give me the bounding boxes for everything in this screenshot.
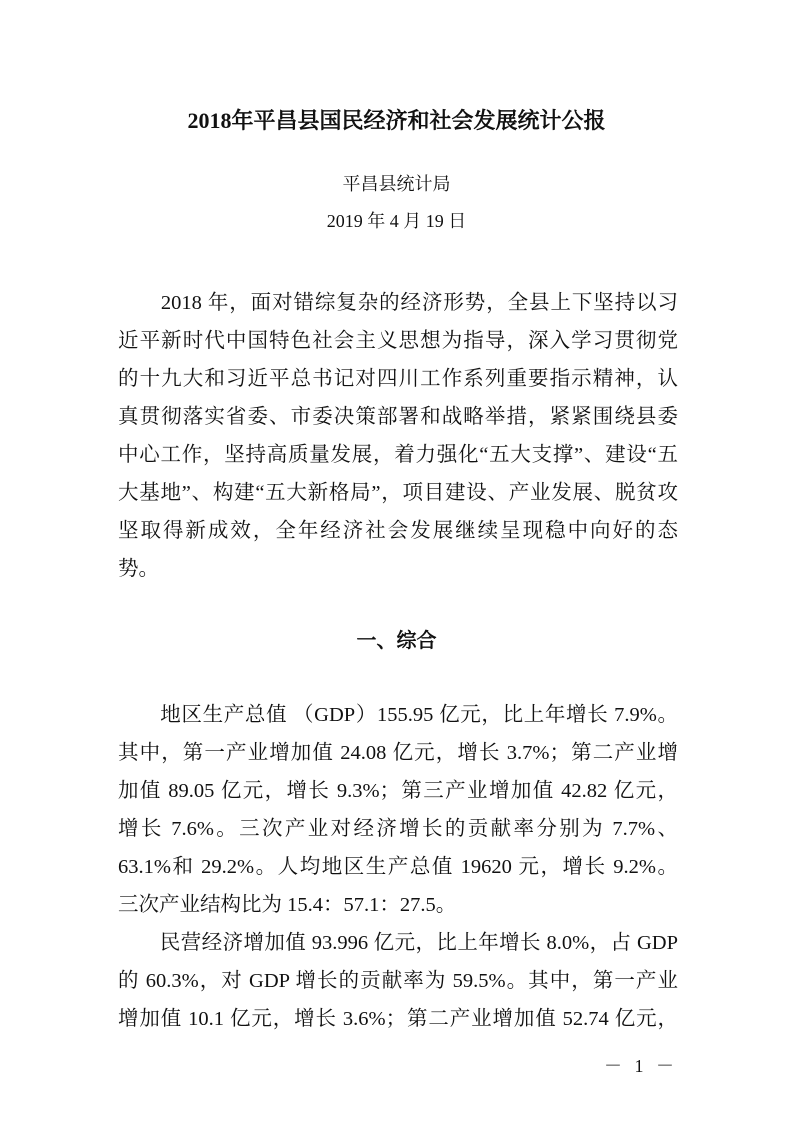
text-line: 加值 89.05 亿元，增长 9.3%；第三产业增加值 42.82 亿元，	[118, 780, 678, 802]
text-line: 真贯彻落实省委、市委决策部署和战略举措，紧紧围绕县委	[118, 406, 678, 428]
text-line: 坚取得新成效，全年经济社会发展继续呈现稳中向好的态	[118, 520, 678, 542]
document-author: 平昌县统计局	[342, 174, 451, 194]
intro-paragraph	[118, 284, 678, 588]
text-line: 63.1%和 29.2%。人均地区生产总值 19620 元，增长 9.2%。	[118, 856, 678, 878]
private-economy-paragraph	[118, 924, 678, 1038]
section-heading: 一、综合	[356, 630, 437, 652]
gdp-paragraph	[118, 696, 678, 924]
text-line: 的十九大和习近平总书记对四川工作系列重要指示精神，认	[118, 368, 678, 390]
text-line: 近平新时代中国特色社会主义思想为指导，深入学习贯彻党	[118, 330, 678, 352]
text-line: 势。	[118, 558, 159, 580]
text-line: 增长 7.6%。三次产业对经济增长的贡献率分别为 7.7%、	[118, 818, 678, 840]
text-line: 其中，第一产业增加值 24.08 亿元，增长 3.7%；第二产业增	[118, 742, 678, 764]
document-date: 2019 年 4 月 19 日	[326, 211, 467, 231]
text-line: 地区生产总值 （GDP）155.95 亿元，比上年增长 7.9%。	[118, 704, 678, 726]
text-line: 中心工作，坚持高质量发展，着力强化“五大支撑”、建设“五	[118, 444, 678, 466]
text-line: 大基地”、构建“五大新格局”，项目建设、产业发展、脱贫攻	[118, 482, 678, 504]
text-line: 民营经济增加值 93.996 亿元，比上年增长 8.0%，占 GDP	[118, 932, 678, 954]
text-line: 增加值 10.1 亿元，增长 3.6%；第二产业增加值 52.74 亿元，	[118, 1008, 678, 1030]
text-line: 三次产业结构比为 15.4：57.1：27.5。	[118, 894, 457, 916]
document-title: 2018年平昌县国民经济和社会发展统计公报	[187, 108, 606, 133]
text-line: 2018 年，面对错综复杂的经济形势，全县上下坚持以习	[118, 292, 678, 314]
text-line: 的 60.3%，对 GDP 增长的贡献率为 59.5%。其中，第一产业	[118, 970, 678, 992]
page-number: － 1 －	[604, 1056, 678, 1076]
